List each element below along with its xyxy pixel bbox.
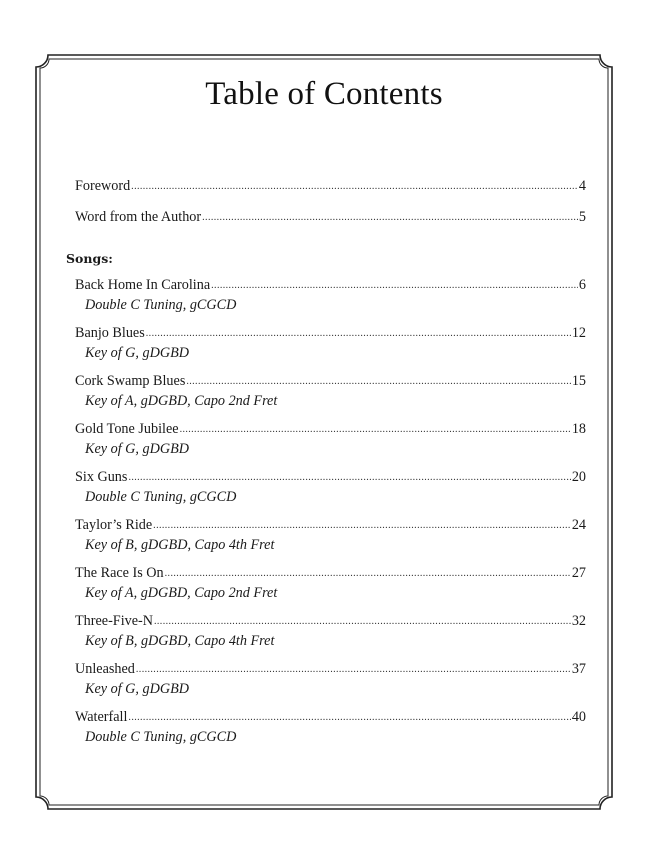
song-title: Unleashed: [75, 661, 135, 677]
song-page: 27: [571, 565, 586, 581]
toc-entry-song[interactable]: [75, 515, 586, 563]
song-page: 37: [571, 661, 586, 677]
toc-entry-song[interactable]: [75, 371, 586, 419]
song-title: Cork Swamp Blues: [75, 373, 186, 389]
song-title: Back Home In Carolina: [75, 277, 211, 293]
toc-entry-song[interactable]: [75, 611, 586, 659]
song-page: 40: [571, 709, 586, 725]
song-title: Six Guns: [75, 469, 128, 485]
song-tuning: Key of G, gDGBD: [85, 681, 190, 697]
entry-title: Word from the Author: [75, 209, 202, 225]
dot-leader: [128, 468, 570, 488]
toc-entry-song[interactable]: [75, 659, 586, 707]
toc-entry-song[interactable]: [75, 419, 586, 467]
entry-title: Foreword: [75, 178, 131, 194]
toc-entry-song[interactable]: [75, 275, 586, 323]
entry-page: 4: [578, 178, 586, 194]
song-tuning: Key of A, gDGBD, Capo 2nd Fret: [85, 393, 278, 409]
song-page: 20: [571, 469, 586, 485]
dot-leader: [128, 708, 570, 728]
song-page: 18: [571, 421, 586, 437]
entry-page: 5: [578, 209, 586, 225]
page-title: Table of Contents: [205, 76, 443, 112]
song-page: 12: [571, 325, 586, 341]
song-title: Gold Tone Jubilee: [75, 421, 179, 437]
dot-leader: [154, 612, 571, 632]
dot-leader: [202, 208, 578, 228]
songs-heading: Songs:: [66, 251, 113, 266]
dot-leader: [186, 372, 570, 392]
dot-leader: [165, 564, 571, 584]
song-title: Waterfall: [75, 709, 128, 725]
song-page: 6: [578, 277, 586, 293]
song-tuning: Key of G, gDGBD: [85, 345, 190, 361]
song-page: 32: [571, 613, 586, 629]
toc-entry-song[interactable]: [75, 707, 586, 755]
song-tuning: Double C Tuning, gCGCD: [85, 729, 237, 745]
song-tuning: Double C Tuning, gCGCD: [85, 297, 237, 313]
dot-leader: [211, 276, 578, 296]
dot-leader: [131, 177, 578, 197]
dot-leader: [180, 420, 571, 440]
song-title: Three-Five-N: [75, 613, 153, 629]
toc-entry-foreword[interactable]: [75, 176, 586, 196]
toc-entry-song[interactable]: [75, 563, 586, 611]
song-title: Taylor’s Ride: [75, 517, 153, 533]
song-page: 15: [571, 373, 586, 389]
song-page: 24: [571, 517, 586, 533]
dot-leader: [146, 324, 571, 344]
song-title: The Race Is On: [75, 565, 164, 581]
toc-entry-song[interactable]: [75, 323, 586, 371]
song-title: Banjo Blues: [75, 325, 145, 341]
song-tuning: Key of B, gDGBD, Capo 4th Fret: [85, 633, 275, 649]
song-tuning: Key of G, gDGBD: [85, 441, 190, 457]
table-of-contents: [66, 176, 586, 755]
toc-entry-song[interactable]: [75, 467, 586, 515]
song-tuning: Double C Tuning, gCGCD: [85, 489, 237, 505]
toc-entry-word-from-author[interactable]: [75, 207, 586, 227]
song-tuning: Key of B, gDGBD, Capo 4th Fret: [85, 537, 275, 553]
dot-leader: [153, 516, 571, 536]
dot-leader: [136, 660, 571, 680]
song-tuning: Key of A, gDGBD, Capo 2nd Fret: [85, 585, 278, 601]
